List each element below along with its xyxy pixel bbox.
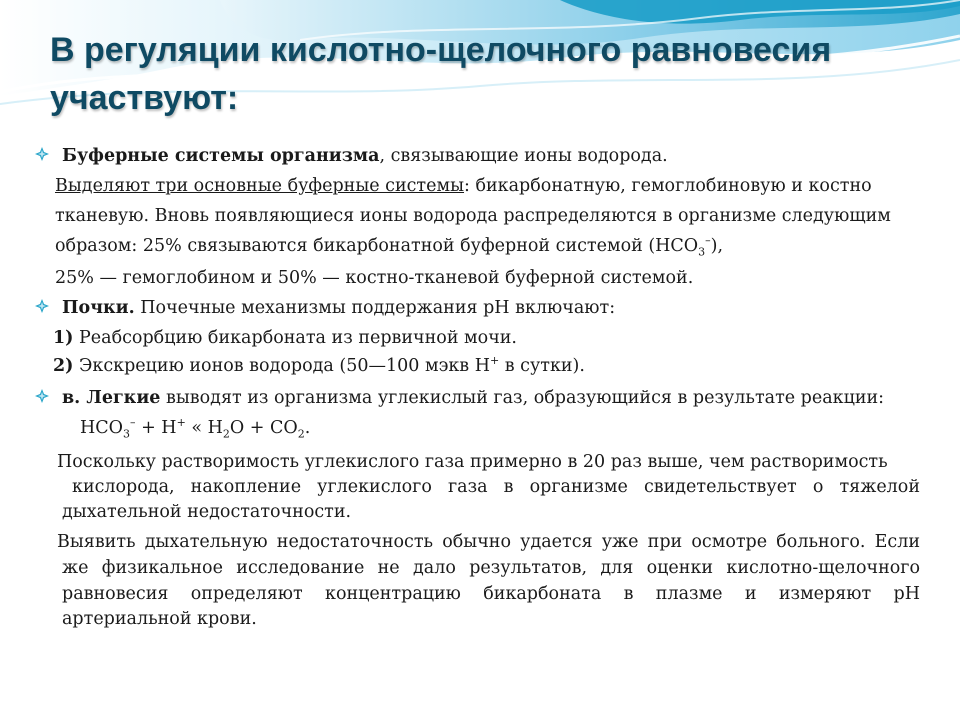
diagnosis-paragraph-line-2: же физикальное исследование не дало результатов, для оценки кислотно-щелочного <box>62 558 920 578</box>
lungs-line: в. Легкие выводят из организма углекислый газ, образующийся в результате реакции: <box>62 388 885 408</box>
buffer-bicarbonate-line: образом: 25% связываются бикарбонатной буферной системой $(НСО_3^-)$, <box>55 234 724 259</box>
diagnosis-paragraph-line-3: равновесия определяют концентрацию бикарбоната в плазме и измеряют рН <box>62 584 920 604</box>
kidneys-line: Почки. Почечные механизмы поддержания рН включают: <box>62 298 616 318</box>
kidneys-item-2: 2) Экскрецию ионов водорода (50—100 мэкв Н+ в сутки). <box>53 354 585 376</box>
solubility-paragraph-line-2: кислорода, накопление углекислого газа в организме свидетельствует о тяжелой <box>72 477 920 497</box>
diamond-bullet-icon <box>35 299 49 313</box>
buffer-systems-line: Буферные системы организма, связывающие ионы водорода. <box>62 146 668 166</box>
buffer-types-line: Выделяют три основные буферные системы: бикарбонатную, гемоглобиновую и костно <box>55 176 872 196</box>
buffer-systems-lead: Буферные системы организма <box>62 146 380 166</box>
solubility-paragraph-line-1: Поскольку растворимость углекислого газа примерно в 20 раз выше, чем растворимость <box>57 452 888 472</box>
diagnosis-paragraph-line-4: артериальной крови. <box>62 609 257 629</box>
buffer-hemoglobin-line: 25% — гемоглобином и 50% — костно-тканевой буферной системой. <box>55 268 694 288</box>
reaction-equation: $НСО_3^- + Н^+$ « $Н_2О + СО_2$. <box>80 416 311 441</box>
lungs-lead: в. Легкие <box>62 388 161 408</box>
solubility-paragraph-line-3: дыхательной недостаточности. <box>62 502 352 522</box>
diamond-bullet-icon <box>35 147 49 161</box>
kidneys-lead: Почки. <box>62 298 135 318</box>
kidneys-item-1: 1) Реабсорбцию бикарбоната из первичной мочи. <box>53 328 517 348</box>
diagnosis-paragraph-line-1: Выявить дыхательную недостаточность обычно удается уже при осмотре больного. Если <box>57 532 920 552</box>
buffer-distribution-line: тканевую. Вновь появляющиеся ионы водорода распределяются в организме следующим <box>55 206 891 226</box>
diamond-bullet-icon <box>35 389 49 403</box>
slide-title: В регуляции кислотно-щелочного равновесия участвуют: <box>50 31 832 117</box>
